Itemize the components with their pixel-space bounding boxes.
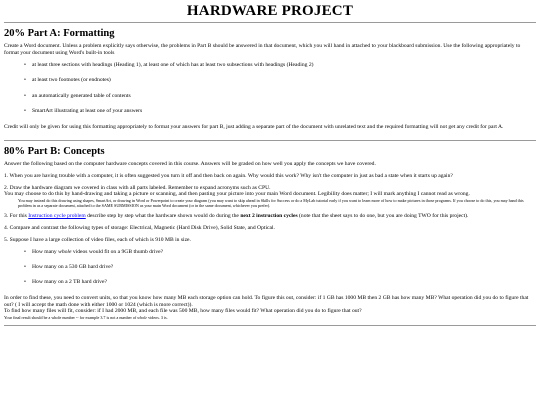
part-b-heading: 80% Part B: Concepts: [4, 145, 105, 157]
list-item: • How many whole videos would fit on a 9GB thumb drive?: [24, 249, 164, 256]
fit-hint: To find how many files will fit, consider: if I had 2000 MB, and each file was 500 MB, how many files would fit? What operation did you do to figure that out?: [4, 308, 362, 315]
list-item: • at least three sections with headings (Heading 1), at least one of which has at least two subsections with headings (Heading 2): [24, 61, 314, 68]
document-page: [4, 3, 536, 326]
bullet-icon: •: [24, 61, 26, 68]
title-divider: [4, 22, 536, 23]
instruction-cycle-link[interactable]: Instruction cycle problem: [28, 213, 86, 220]
bullet-icon: •: [24, 279, 26, 286]
list-item: • SmartArt illustrating at least one of your answers: [24, 108, 143, 115]
bullet-icon: •: [24, 108, 26, 115]
part-b-intro: Answer the following based on the computer hardware concepts covered in this course. Answers will be graded on how well you apply the concepts we have covered.: [4, 160, 376, 167]
question-2: 2. Draw the hardware diagram we covered in class with all parts labeled. Remember to expand acronyms such as CPU.: [4, 184, 271, 191]
conversion-hint: In order to find these, you need to convert units, so that you know how many MB each storage option can hold. To figure this out, consider: if 1 GB has 1000 MB then 2 GB has how many MB? What operation did you do to figure that out? ( I will accept the math done with either 1000 or 1024 (which is more correct)).: [4, 294, 529, 308]
bullet-icon: •: [24, 264, 26, 271]
section-divider: [4, 140, 536, 141]
bullet-icon: •: [24, 249, 26, 256]
whole-number-note: Your final result should be a whole number -- for example 3.7 is not a number of whole videos. 3 is.: [4, 315, 168, 321]
question-5-list: [4, 249, 536, 286]
part-a-credit-note: Credit will only be given for using this formatting appropriately to format your answers for part B, just adding a separate part of the document with unrelated text and the required formatting will not get any credit for part A.: [4, 123, 504, 130]
list-item: • How many on a 2 TB hard drive?: [24, 279, 107, 286]
question-2-instructions: You may choose to do this by hand-drawing and taking a picture or scanning, and then pasting your picture into your main Word document. Legibility does matter; I will mark anything I cannot read as wrong.: [4, 191, 470, 198]
bullet-icon: •: [24, 77, 26, 84]
question-4: 4. Compare and contrast the following types of storage: Electrical, Magnetic (Hard Disk Drive), Solid State, and Optical.: [4, 225, 275, 232]
bottom-divider: [4, 325, 536, 326]
bullet-icon: •: [24, 92, 26, 99]
list-item: • How many on a 530 GB hard drive?: [24, 264, 114, 271]
question-1: 1. When you are having trouble with a computer, it is often suggested you turn it off and then back on again. Why would this work? Why isn't the computer in just as bad a state when it starts up again?: [4, 172, 453, 179]
question-3: 3. For this Instruction cycle problem describe step by step what the hardware shown would do during the next 2 instruction cycles (note that the sheet says to do one, but you are doing TWO for this project).: [4, 213, 469, 220]
part-a-intro: Create a Word document. Unless a problem explicitly says otherwise, the problems in Part B should be answered in that document, which you will hand in attached to your blackboard submission. Use the following appropriately to format your document using Word's built-in tools: [4, 43, 521, 56]
part-a-heading: 20% Part A: Formatting: [4, 28, 115, 39]
page-title: HARDWARE PROJECT: [186, 3, 354, 19]
part-a-requirements-list: [4, 62, 536, 115]
list-item: • at least two footnotes (or endnotes): [24, 77, 111, 84]
list-item: • an automatically generated table of contents: [24, 92, 131, 99]
question-2-note: You may instead do this drawing using shapes, SmartArt, or drawing in Word or Powerpoint to create your diagram (you may want to skip ahead in Skills for Success or do a MyLab tutorial early if you want to learn more of how to make pictures in those programs. If you choose to do this, you may hand this problem in as a separate document, attached to the SAME SUBMISSION as your main Word document (or in the same document, whichever you prefer).: [18, 198, 524, 209]
question-5: 5. Suppose I have a large collection of video files, each of which is 910 MB in size.: [4, 237, 191, 244]
